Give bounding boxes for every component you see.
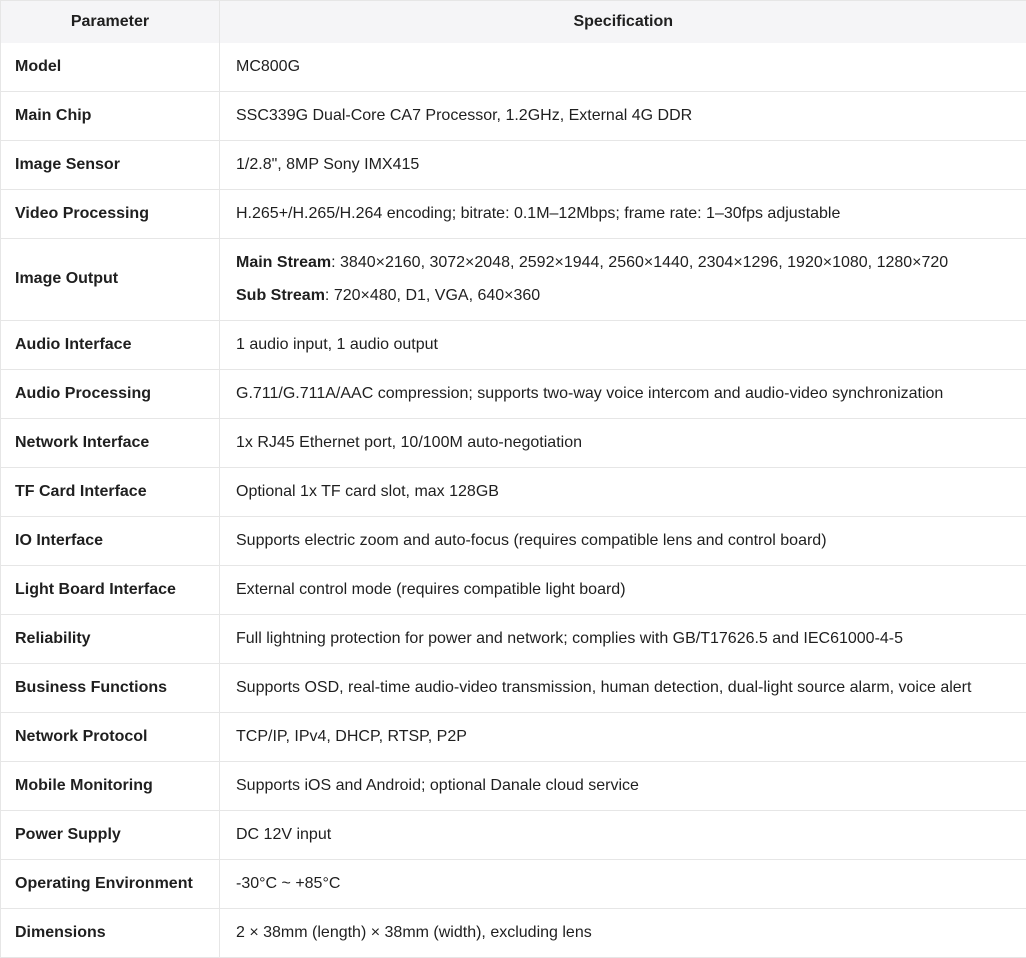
param-cell: Image Sensor: [1, 141, 220, 190]
table-row: [1, 517, 1026, 566]
param-cell: Image Output: [1, 239, 220, 321]
param-cell: Power Supply: [1, 811, 220, 860]
table-row: [1, 239, 1026, 321]
column-header-specification: Specification: [220, 1, 1026, 44]
spec-cell: 1/2.8", 8MP Sony IMX415: [220, 141, 1026, 190]
spec-cell: -30°C ~ +85°C: [220, 860, 1026, 909]
spec-cell: Supports iOS and Android; optional Danale cloud service: [220, 762, 1026, 811]
table-row: [1, 370, 1026, 419]
table-row: [1, 811, 1026, 860]
spec-cell-image-output: [220, 239, 1026, 321]
table-row: [1, 419, 1026, 468]
spec-cell: DC 12V input: [220, 811, 1026, 860]
spec-cell: 2 × 38mm (length) × 38mm (width), excluding lens: [220, 909, 1026, 958]
param-cell: TF Card Interface: [1, 468, 220, 517]
sub-stream-line: [236, 286, 1026, 307]
param-cell: Dimensions: [1, 909, 220, 958]
table-row: [1, 43, 1026, 92]
table-row: [1, 468, 1026, 517]
table-row: [1, 321, 1026, 370]
param-cell: Reliability: [1, 615, 220, 664]
param-cell: Model: [1, 43, 220, 92]
column-header-parameter: Parameter: [1, 1, 220, 44]
param-cell: Video Processing: [1, 190, 220, 239]
table-row: [1, 762, 1026, 811]
spec-cell: External control mode (requires compatible light board): [220, 566, 1026, 615]
param-cell: Business Functions: [1, 664, 220, 713]
spec-cell: MC800G: [220, 43, 1026, 92]
param-cell: Operating Environment: [1, 860, 220, 909]
param-cell: Network Protocol: [1, 713, 220, 762]
table-row: [1, 664, 1026, 713]
spec-cell: Full lightning protection for power and network; complies with GB/T17626.5 and IEC61000-4-5: [220, 615, 1026, 664]
spec-cell: G.711/G.711A/AAC compression; supports two-way voice intercom and audio-video synchronization: [220, 370, 1026, 419]
param-cell: Mobile Monitoring: [1, 762, 220, 811]
spec-cell: 1x RJ45 Ethernet port, 10/100M auto-negotiation: [220, 419, 1026, 468]
spec-cell: Supports electric zoom and auto-focus (requires compatible lens and control board): [220, 517, 1026, 566]
table-header-row: [1, 1, 1026, 44]
table-row: [1, 713, 1026, 762]
param-cell: Main Chip: [1, 92, 220, 141]
param-cell: Light Board Interface: [1, 566, 220, 615]
main-stream-label: Main Stream: [236, 253, 332, 271]
table-row: [1, 909, 1026, 958]
table-row: [1, 566, 1026, 615]
param-cell: Audio Processing: [1, 370, 220, 419]
main-stream-line: [236, 253, 1026, 274]
param-cell: Audio Interface: [1, 321, 220, 370]
spec-cell: H.265+/H.265/H.264 encoding; bitrate: 0.1M–12Mbps; frame rate: 1–30fps adjustable: [220, 190, 1026, 239]
spec-cell: Optional 1x TF card slot, max 128GB: [220, 468, 1026, 517]
sub-stream-value: : 720×480, D1, VGA, 640×360: [324, 286, 541, 304]
spec-cell: SSC339G Dual-Core CA7 Processor, 1.2GHz, External 4G DDR: [220, 92, 1026, 141]
table-row: [1, 190, 1026, 239]
param-cell: Network Interface: [1, 419, 220, 468]
table-row: [1, 141, 1026, 190]
table-row: [1, 92, 1026, 141]
sub-stream-label: Sub Stream: [236, 286, 325, 304]
main-stream-value: : 3840×2160, 3072×2048, 2592×1944, 2560×1440, 2304×1296, 1920×1080, 1280×720: [331, 253, 949, 271]
spec-cell: TCP/IP, IPv4, DHCP, RTSP, P2P: [220, 713, 1026, 762]
table-row: [1, 860, 1026, 909]
spec-cell: 1 audio input, 1 audio output: [220, 321, 1026, 370]
param-cell: IO Interface: [1, 517, 220, 566]
spec-cell: Supports OSD, real-time audio-video transmission, human detection, dual-light source alarm, voice alert: [220, 664, 1026, 713]
table-row: [1, 615, 1026, 664]
